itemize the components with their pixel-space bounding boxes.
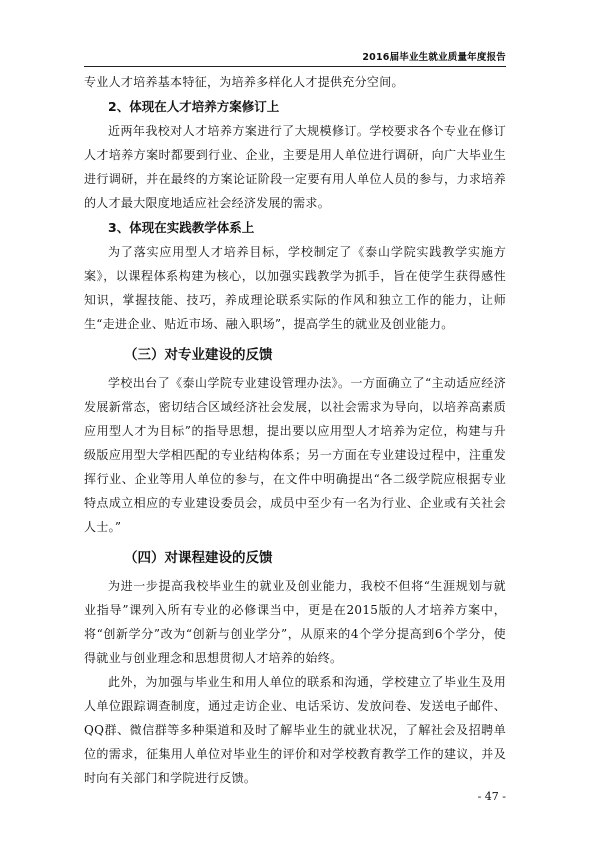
paragraph-major-construction: 学校出台了《泰山学院专业建设管理办法》。一方面确立了“主动适应经济发展新常态，密切结合区域经济社会发展，以社会需求为导向，以培养高素质应用型人才为目标”的指导思想，提出要以应用型人才培养为定位，构建与升级版应用型大学相匹配的专业结构体系；另一方面在专业建设过程中，注重发挥行业、企业等用人单位的参与，在文件中明确提出“各二级学院应根据专业特点成立相应的专业建设委员会，成员中至少有一名为行业、企业或有关社会人士。” xyxy=(84,376,506,534)
section-heading-course-construction: （四）对课程建设的反馈 xyxy=(124,550,273,566)
page-header xyxy=(84,46,506,67)
page-number: - 47 - xyxy=(477,790,506,803)
subheading-training-plan: 2、体现在人才培养方案修订上 xyxy=(108,99,280,114)
subheading-practice-teaching: 3、体现在实践教学体系上 xyxy=(108,220,255,235)
paragraph-practice-teaching: 为了落实应用型人才培养目标，学校制定了《泰山学院实践教学实施方案》，以课程体系构建为核心，以加强实践教学为抓手，旨在使学生获得感性知识，掌握技能、技巧，养成理论联系实际的作风和独立工作的能力，让师生“走进企业、贴近市场、融入职场”，提高学生的就业及创业能力。 xyxy=(84,245,506,331)
page-content xyxy=(84,70,506,790)
report-title: 2016届毕业生就业质量年度报告 xyxy=(362,52,506,63)
paragraph-feedback-system: 此外，为加强与毕业生和用人单位的联系和沟通，学校建立了毕业生及用人单位跟踪调查制度，通过走访企业、电话采访、发放问卷、发送电子邮件、QQ群、微信群等多种渠道和及时了解毕业生的就业状况，了解社会及招聘单位的需求，征集用人单位对毕业生的评价和对学校教育教学工作的建议，并及时向有关部门和学院进行反馈。 xyxy=(84,675,506,785)
paragraph-course-construction: 为进一步提高我校毕业生的就业及创业能力，我校不但将“生涯规划与就业指导”课列入所有专业的必修课当中，更是在2015版的人才培养方案中，将“创新学分”改为“创新与创业学分”，从原来的4个学分提高到6个学分，使得就业与创业理念和思想贯彻人才培养的始终。 xyxy=(84,579,506,665)
paragraph-continuation: 专业人才培养基本特征，为培养多样化人才提供充分空间。 xyxy=(84,75,404,89)
section-heading-major-construction: （三）对专业建设的反馈 xyxy=(124,347,273,363)
paragraph-training-plan: 近两年我校对人才培养方案进行了大规模修订。学校要求各个专业在修订人才培养方案时都要到行业、企业，主要是用人单位进行调研，向广大毕业生进行调研，并在最终的方案论证阶段一定要有用人单位人员的参与，力求培养的人才最大限度地适应社会经济发展的需求。 xyxy=(84,124,506,210)
